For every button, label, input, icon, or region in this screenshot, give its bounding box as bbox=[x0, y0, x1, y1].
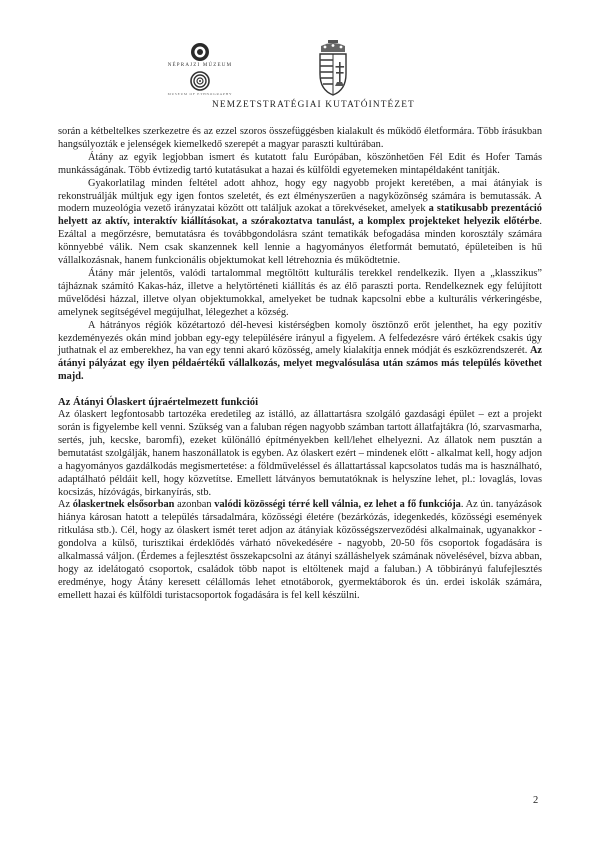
paragraph bbox=[58, 320, 542, 385]
paragraph-text: . Ezáltal a megőrzésre, bemutatásra és továbbgondolásra szánt tematikák befogadása minden korosztály számára könnyebbé válik. Nem csak skanzennek kell lennie a hagyományos életformát bemutató, épületeiben is hű vállalkozásnak, hanem funkcionális objektumokat kell létrehoznia és működtetnie. bbox=[58, 216, 542, 267]
paragraph: Átány az egyik legjobban ismert és kutatott falu Európában, köszönhetően Fél Edit és Hofer Tamás munkásságának. Több évtizedig tartó kutatásukat a hazai és külföldi egyetemeken mintapéldaként tanítják. bbox=[58, 151, 542, 176]
section-heading: Az Átányi Ólaskert újraértelmezett funkciói bbox=[58, 397, 259, 409]
paragraph-text: Az bbox=[58, 499, 73, 511]
bold-text: valódi közösségi térré kell válnia, ez lehet a fő funkciója bbox=[214, 499, 461, 511]
page-number: 2 bbox=[533, 795, 539, 806]
paragraph-text: A hátrányos régiók közétartozó dél-hevesi kistérségben komoly ösztönző erőt jelenthet, ha egy pozitív kezdeményezés okán mind jobban egy-egy településére irányul a figyelem. A felfedezésre váró értékek csakis úgy juthatnak el az emberekhez, ha van egy tenni akaró közösség, amely kialakítja ennek módját és eszközrendszerét. bbox=[58, 319, 542, 357]
spiral-emblem-icon bbox=[190, 71, 210, 91]
paragraph-text: . Az ún. tanyázások hiánya károsan hatott a település társadalmára, közösségi életére (bezárkózás, idegenkedés, közösségi események ritkulása stb.). Cél, hogy az ólaskert ismét teret adjon az átányiak közösségszerveződési alkalmainak, ugyanakkor - gondolva a külső, turisztikai érdeklődés várható növekedésére - nagyobb, 20-50 fős csoportok fogadására is alkalmassá váljon. (Érdemes a fejlesztést összekapcsolni az átányi szálláshelyek számának növelésével, bízva abban, hogy az idelátogató csoportok, családok több napot is eltöltenek majd a faluban.) A többirányú falufejlesztés eredménye, hogy Átány keresett célállomás lehet etnotáborok, gyermektáborok és ún. erdei iskolák számára, emellett hazai és külföldi turistacsoportok fogadására is fel kell készülni. bbox=[58, 499, 542, 601]
museum-spiral-logo-icon bbox=[190, 42, 210, 62]
document-body bbox=[58, 126, 542, 603]
paragraph: Átány már jelentős, valódi tartalommal megtöltött kulturális terekkel rendelkezik. Ilyen a „klasszikus” tájháznak számító Kakas-ház, illetve a helytörténeti kiállítás és az élő paraszti porta. Rendelkeznek egy felújított művelődési házzal, illetve olyan objektumokkal, amelyeket be tudnak kapcsolni ebbe a kulturális vérkeringésbe, amelynek segítségével megújulhat, lélegezhet a község. bbox=[58, 267, 542, 318]
paragraph: során a kétbeltelkes szerkezetre és az ezzel szoros összefüggésben kialakult és működő életformára. Több írásukban hangsúlyozták e jelenségek kiemelkedő szerepét a magyar paraszti kultúrában. bbox=[58, 126, 542, 150]
museum-logo bbox=[150, 42, 250, 100]
spacer bbox=[58, 384, 542, 396]
museum-name-english: MUSEUM OF ETHNOGRAPHY bbox=[167, 92, 233, 96]
paragraph bbox=[58, 178, 542, 268]
paragraph: Az ólaskert legfontosabb tartozéka eredetileg az istálló, az állattartásra szolgáló gazdasági épület – ezt a projekt során is figyelembe kell venni. Szükség van a faluban régen nagyobb számban tartott állatfajtákra (ló, szarvasmarha, sertés, juh, kecske, baromfi), ezeket különálló építményekben kell/lehet elhelyezni. Az állatok nem pusztán a bemutatást szolgálják, hanem haszonállatok is egyben. Az ólaskert ezért – mindenek előtt - alkalmat kell, hogy adjon a hagyományos gazdálkodás megismertetése: a földműveléssel és állattartással kapcsolatos tudás ma is használható, adaptálható példáit kell, hogy közvetítse. Emellett látványos bemutatóknak is helyszíne lehet, pl.: lovaglás, lovas kocsizás, hízóvágás, birkanyírás, stb. bbox=[58, 409, 542, 498]
bold-text: ólaskertnek elsősorban bbox=[72, 499, 175, 511]
bold-text: Az átányi pályázat egy ilyen példaértékű vállalkozás, melyet megvalósulása után számos más település követhet majd. bbox=[58, 345, 542, 383]
paragraph-text: Gyakorlatilag minden feltétel adott ahhoz, hogy egy nagyobb projekt keretében, a mai átányiak is rekonstruálják múltjuk egy igen fontos szeletét, és ezt élményszerűen a nagyközönség számára is bemutassák. A modern muzeológia vezető irányzatai között ott találjuk azokat a törekvéseket, amelyek bbox=[58, 177, 542, 215]
hungarian-coat-of-arms-icon bbox=[315, 40, 351, 96]
paragraph bbox=[58, 499, 542, 602]
institute-name: NEMZETSTRATÉGIAI KUTATÓINTÉZET bbox=[212, 100, 415, 110]
bold-text: a statikusabb prezentáció helyett az aktív, interaktív kiállításokat, a szórakoztatva tanulást, a komplex projekteket helyezik előtérbe bbox=[58, 203, 542, 228]
paragraph-text: azonban bbox=[174, 499, 215, 511]
museum-name: NÉPRAJZI MÚZEUM bbox=[167, 63, 233, 68]
